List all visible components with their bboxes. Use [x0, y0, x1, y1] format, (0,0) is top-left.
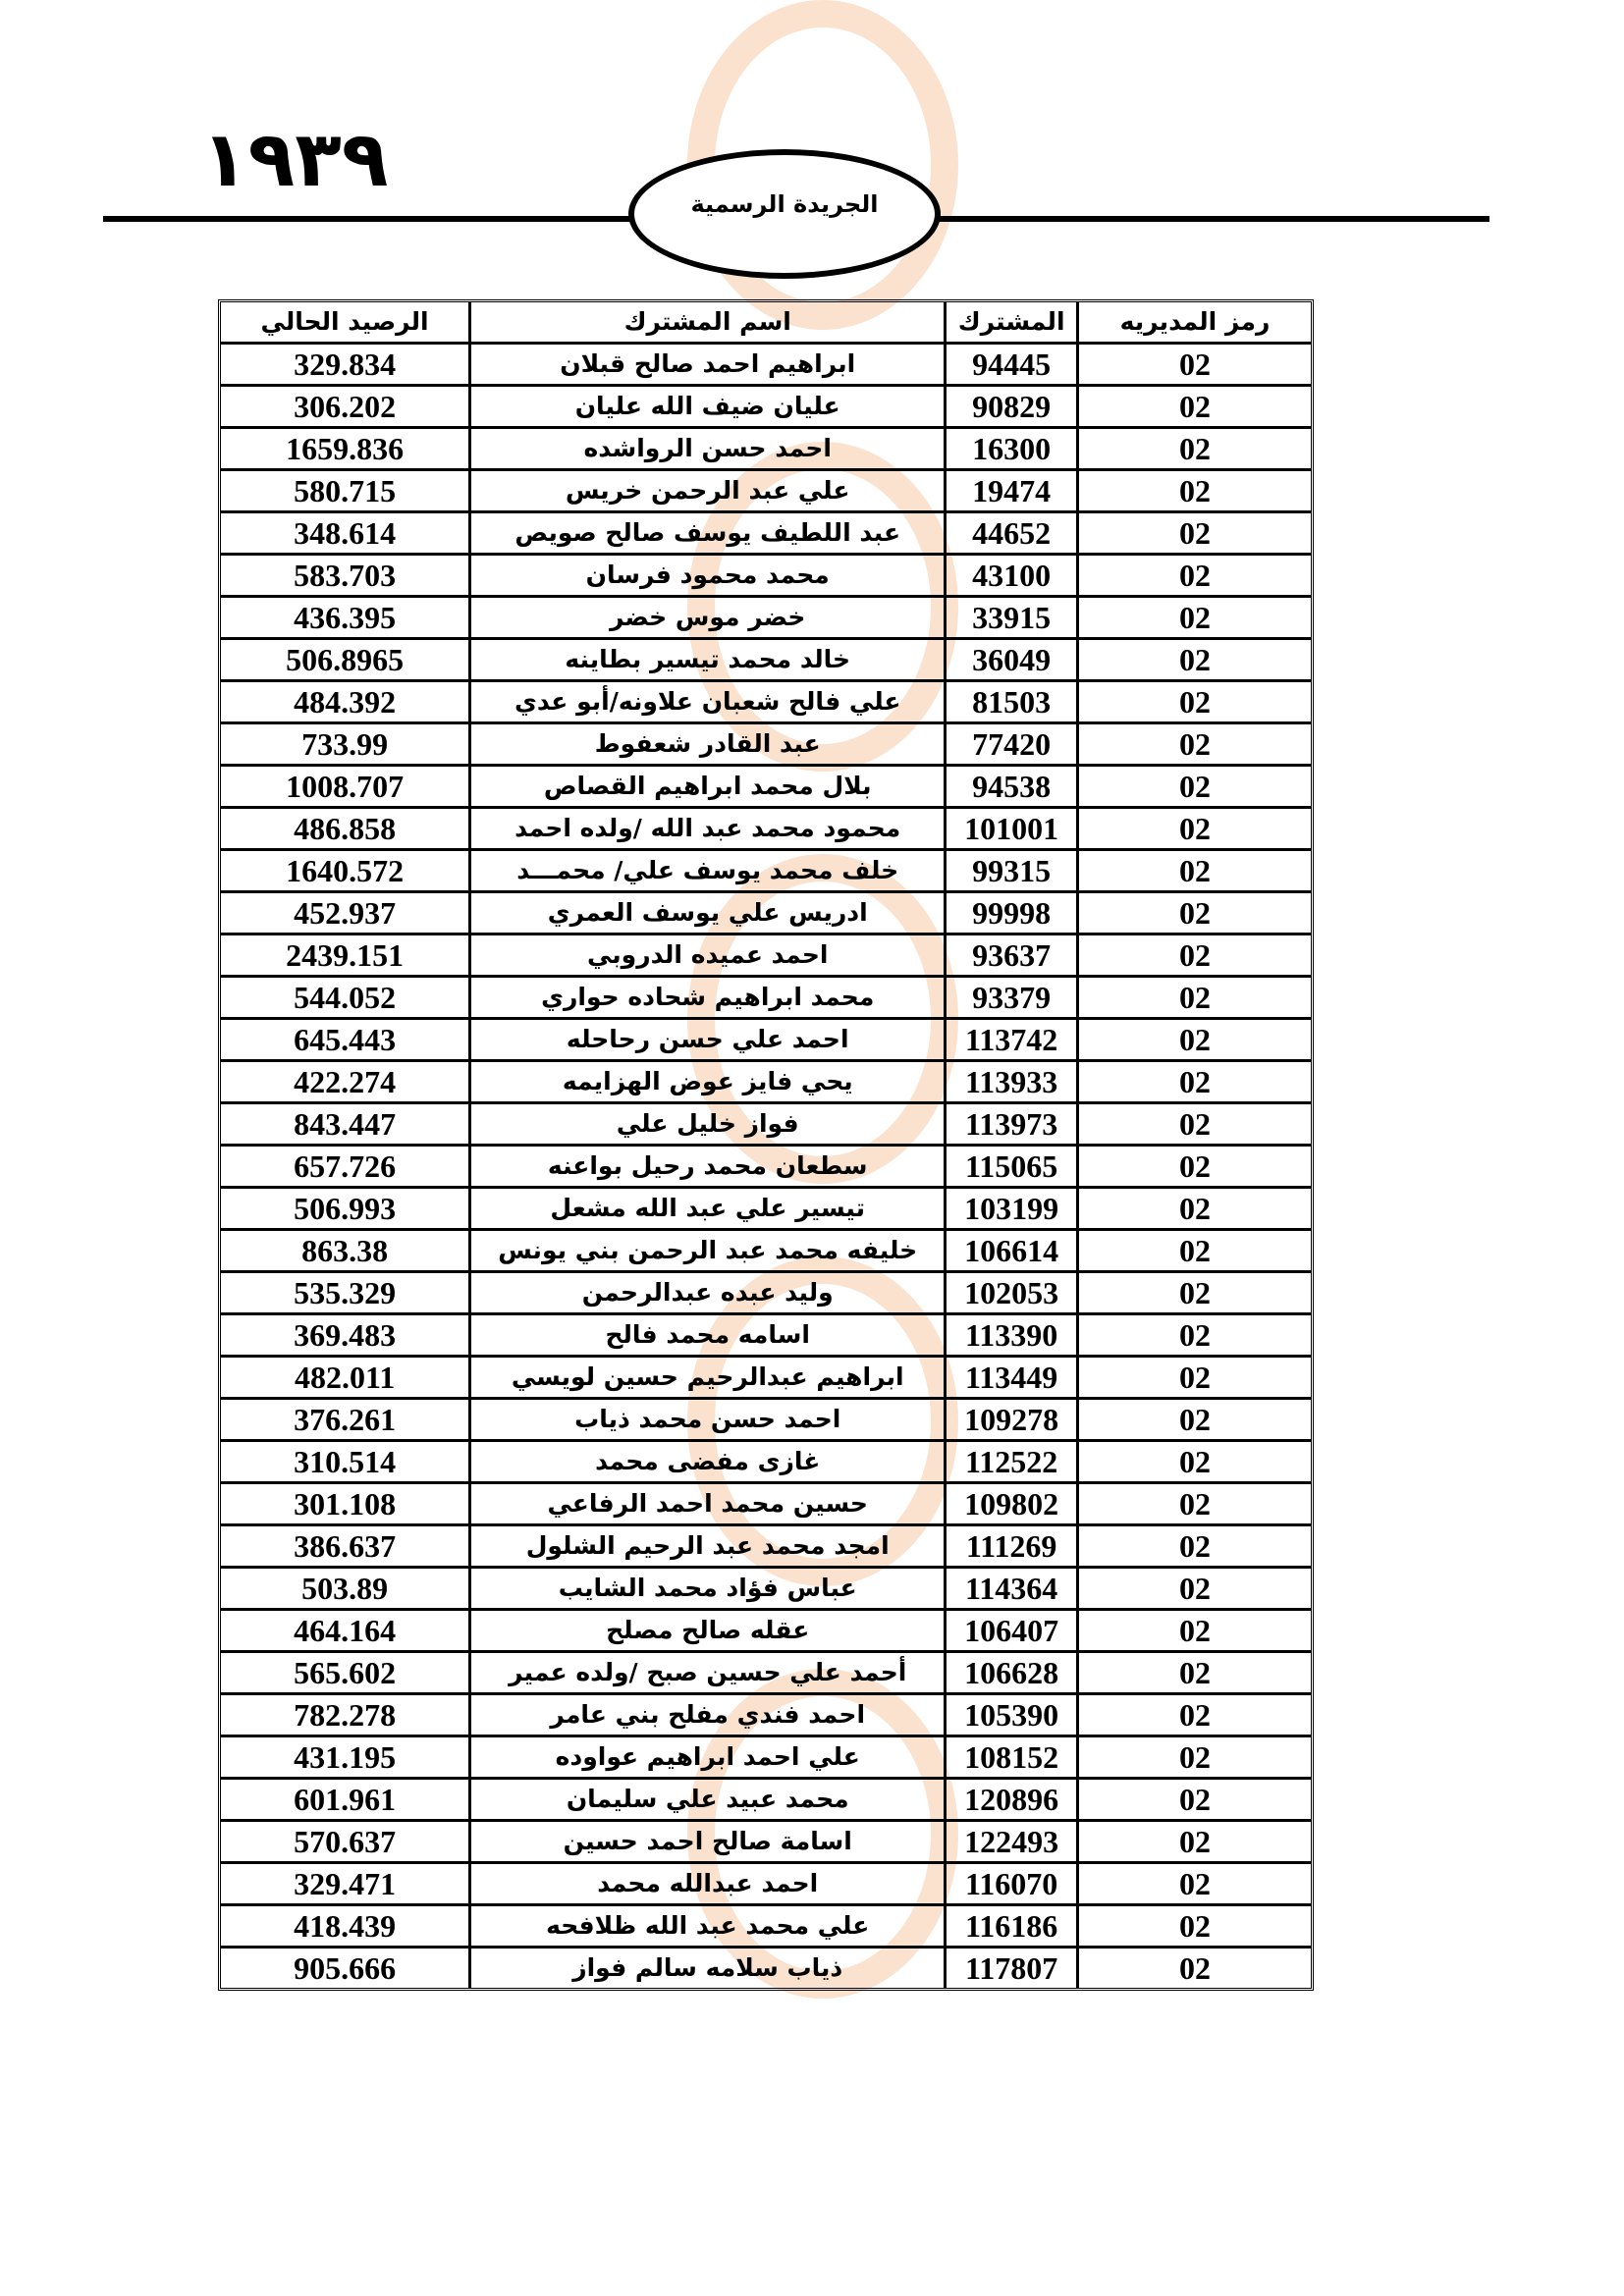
directorate-code-cell: 02 — [1076, 1442, 1311, 1484]
gazette-title-oval — [628, 149, 941, 279]
subscriber-number-cell: 108152 — [944, 1737, 1076, 1780]
subscriber-number-cell: 106407 — [944, 1611, 1076, 1653]
table-row — [221, 387, 1311, 429]
directorate-code-cell: 02 — [1076, 978, 1311, 1020]
subscriber-number-cell: 122493 — [944, 1822, 1076, 1864]
current-balance-cell: 782.278 — [221, 1695, 468, 1737]
subscriber-name-cell: اسامة صالح احمد حسين — [468, 1822, 944, 1864]
subscriber-number-cell: 109278 — [944, 1400, 1076, 1442]
current-balance-cell: 2439.151 — [221, 935, 468, 978]
page-number: ١٩٣٩ — [201, 116, 389, 204]
directorate-code-cell: 02 — [1076, 387, 1311, 429]
current-balance-cell: 301.108 — [221, 1484, 468, 1526]
table-row — [221, 513, 1311, 556]
directorate-code-cell: 02 — [1076, 345, 1311, 387]
subscriber-name-cell: ذياب سلامه سالم فواز — [468, 1949, 944, 1988]
subscriber-number-cell: 19474 — [944, 471, 1076, 513]
subscribers-table — [218, 299, 1314, 1991]
directorate-code-cell: 02 — [1076, 598, 1311, 640]
subscriber-number-cell: 99998 — [944, 893, 1076, 935]
subscriber-number-cell: 113742 — [944, 1020, 1076, 1062]
table-row — [221, 935, 1311, 978]
subscriber-number-cell: 106628 — [944, 1653, 1076, 1695]
directorate-code-cell: 02 — [1076, 640, 1311, 682]
current-balance-cell: 486.858 — [221, 809, 468, 851]
table-row — [221, 682, 1311, 724]
current-balance-cell: 464.164 — [221, 1611, 468, 1653]
current-balance-cell: 905.666 — [294, 1950, 397, 1986]
subscriber-name-cell: فواز خليل علي — [468, 1104, 944, 1147]
directorate-code-cell: 02 — [1076, 724, 1311, 767]
subscriber-number-cell: 116070 — [944, 1864, 1076, 1906]
subscriber-number-cell: 114364 — [944, 1569, 1076, 1611]
subscriber-number-cell: 102053 — [944, 1273, 1076, 1315]
current-balance-cell: 583.703 — [221, 556, 468, 598]
subscriber-name-cell: علي فالح شعبان علاونه/أبو عدي — [468, 682, 944, 724]
subscriber-name-cell: عليان ضيف الله عليان — [468, 387, 944, 429]
subscriber-name-cell: وليد عبده عبدالرحمن — [468, 1273, 944, 1315]
subscriber-name-cell: احمد عبدالله محمد — [468, 1864, 944, 1906]
directorate-code-cell: 02 — [1076, 1231, 1311, 1273]
current-balance-cell: 565.602 — [221, 1653, 468, 1695]
subscriber-name-cell: اسامه محمد فالح — [468, 1315, 944, 1358]
directorate-code-cell: 02 — [1076, 1864, 1311, 1906]
directorate-code-cell: 02 — [1076, 1104, 1311, 1147]
subscriber-number-cell: 77420 — [944, 724, 1076, 767]
subscriber-name-cell: خالد محمد تيسير بطاينه — [468, 640, 944, 682]
subscriber-number-cell: 90829 — [944, 387, 1076, 429]
directorate-code-cell: 02 — [1076, 1147, 1311, 1189]
subscriber-number-cell: 81503 — [944, 682, 1076, 724]
table-row — [221, 1400, 1311, 1442]
table-row — [221, 1864, 1311, 1906]
directorate-code-cell: 02 — [1076, 1189, 1311, 1231]
current-balance-cell: 386.637 — [221, 1526, 468, 1569]
directorate-code-cell: 02 — [1076, 471, 1311, 513]
subscriber-name-cell: محمد عبيد علي سليمان — [468, 1780, 944, 1822]
current-balance-cell: 348.614 — [221, 513, 468, 556]
directorate-code-cell: 02 — [1076, 809, 1311, 851]
subscriber-number-cell: 111269 — [944, 1526, 1076, 1569]
subscriber-number-cell: 44652 — [944, 513, 1076, 556]
current-balance-cell: 436.395 — [221, 598, 468, 640]
column-header-subscriber-name: اسم المشترك — [468, 302, 944, 345]
current-balance-cell: 369.483 — [221, 1315, 468, 1358]
subscriber-name-cell: خضر موس خضر — [468, 598, 944, 640]
current-balance-cell: 422.274 — [221, 1062, 468, 1104]
directorate-code-cell: 02 — [1076, 1062, 1311, 1104]
subscriber-number-cell: 113973 — [944, 1104, 1076, 1147]
subscriber-number-cell: 94538 — [944, 767, 1076, 809]
column-header-subscriber-number: المشترك — [944, 302, 1076, 345]
directorate-code-cell: 02 — [1076, 1569, 1311, 1611]
subscriber-name-cell: امجد محمد عبد الرحيم الشلول — [468, 1526, 944, 1569]
table-row — [221, 1611, 1311, 1653]
directorate-code-cell: 02 — [1076, 1526, 1311, 1569]
table-row — [221, 640, 1311, 682]
current-balance-cell: 601.961 — [221, 1780, 468, 1822]
table-row — [221, 1906, 1311, 1949]
subscriber-name-cell: أحمد علي حسين صبح /ولده عمير — [468, 1653, 944, 1695]
table-row — [221, 893, 1311, 935]
directorate-code-cell: 02 — [1076, 1400, 1311, 1442]
current-balance-cell: 544.052 — [221, 978, 468, 1020]
current-balance-cell: 376.261 — [221, 1400, 468, 1442]
subscriber-name-cell: احمد حسن محمد ذياب — [468, 1400, 944, 1442]
subscriber-name-cell: احمد علي حسن رحاحله — [468, 1020, 944, 1062]
subscriber-name-cell: احمد حسن الرواشده — [468, 429, 944, 471]
table-row — [221, 1315, 1311, 1358]
current-balance-cell: 418.439 — [221, 1906, 468, 1949]
table-row — [221, 1062, 1311, 1104]
subscriber-number-cell: 16300 — [944, 429, 1076, 471]
subscriber-name-cell: غازى مفضى محمد — [468, 1442, 944, 1484]
current-balance-cell: 431.195 — [221, 1737, 468, 1780]
subscriber-name-cell: احمد عميده الدروبي — [468, 935, 944, 978]
subscriber-number-cell: 117807 — [944, 1949, 1076, 1988]
directorate-code-cell: 02 — [1076, 1906, 1311, 1949]
subscriber-number-cell: 93637 — [944, 935, 1076, 978]
subscriber-name-cell: عبد القادر شعفوط — [468, 724, 944, 767]
table-row — [221, 767, 1311, 809]
current-balance-cell: 506.993 — [221, 1189, 468, 1231]
directorate-code-cell: 02 — [1076, 1695, 1311, 1737]
subscriber-number-cell: 109802 — [944, 1484, 1076, 1526]
current-balance-cell: 506.8965 — [221, 640, 468, 682]
subscriber-name-cell: احمد فندي مفلح بني عامر — [468, 1695, 944, 1737]
current-balance-cell: 843.447 — [221, 1104, 468, 1147]
subscriber-name-cell: عباس فؤاد محمد الشايب — [468, 1569, 944, 1611]
subscriber-number-cell: 113449 — [944, 1358, 1076, 1400]
subscriber-number-cell: 106614 — [944, 1231, 1076, 1273]
table-row — [221, 1358, 1311, 1400]
current-balance-cell: 329.471 — [221, 1864, 468, 1906]
table-row — [221, 1189, 1311, 1231]
subscriber-number-cell: 33915 — [944, 598, 1076, 640]
directorate-code-cell: 02 — [1076, 1273, 1311, 1315]
current-balance-cell: 657.726 — [221, 1147, 468, 1189]
subscriber-number-cell: 99315 — [944, 851, 1076, 893]
subscriber-name-cell: تيسير علي عبد الله مشعل — [468, 1189, 944, 1231]
directorate-code-cell: 02 — [1076, 556, 1311, 598]
current-balance-cell: 482.011 — [221, 1358, 468, 1400]
table-row — [221, 1442, 1311, 1484]
table-row — [221, 724, 1311, 767]
directorate-code-cell: 02 — [1076, 851, 1311, 893]
subscriber-number-cell: 101001 — [944, 809, 1076, 851]
table-row — [221, 978, 1311, 1020]
subscriber-number-cell: 105390 — [944, 1695, 1076, 1737]
subscriber-name-cell: علي عبد الرحمن خريس — [468, 471, 944, 513]
table-row — [221, 851, 1311, 893]
subscriber-number-cell: 43100 — [944, 556, 1076, 598]
table-row — [221, 1737, 1311, 1780]
table-row — [221, 598, 1311, 640]
directorate-code-cell: 02 — [1076, 429, 1311, 471]
table-row — [221, 1695, 1311, 1737]
table-row — [221, 345, 1311, 387]
subscriber-name-cell: بلال محمد ابراهيم القصاص — [468, 767, 944, 809]
subscriber-name-cell: محمد محمود فرسان — [468, 556, 944, 598]
current-balance-cell: 1659.836 — [221, 429, 468, 471]
directorate-code-cell: 02 — [1076, 682, 1311, 724]
table-row — [221, 429, 1311, 471]
subscriber-name-cell: يحي فايز عوض الهزايمه — [468, 1062, 944, 1104]
current-balance-cell: 645.443 — [221, 1020, 468, 1062]
directorate-code-cell: 02 — [1076, 1358, 1311, 1400]
gazette-title: الجريدة الرسمية — [690, 190, 879, 218]
subscriber-name-cell: ابراهيم عبدالرحيم حسين لويسي — [468, 1358, 944, 1400]
subscriber-number-cell: 120896 — [944, 1780, 1076, 1822]
column-header-current-balance: الرصيد الحالي — [221, 302, 468, 345]
table-row — [221, 1653, 1311, 1695]
subscriber-name-cell: ادريس علي يوسف العمري — [468, 893, 944, 935]
directorate-code-cell: 02 — [1076, 767, 1311, 809]
current-balance-cell: 306.202 — [221, 387, 468, 429]
subscriber-name-cell: خلف محمد يوسف علي/ محمـــد — [468, 851, 944, 893]
current-balance-cell: 535.329 — [221, 1273, 468, 1315]
table-header-row — [221, 302, 1311, 345]
subscriber-number-cell: 112522 — [944, 1442, 1076, 1484]
directorate-code-cell: 02 — [1076, 1653, 1311, 1695]
table-row — [221, 1020, 1311, 1062]
current-balance-cell: 1640.572 — [221, 851, 468, 893]
table-row — [221, 1104, 1311, 1147]
table-row — [221, 1231, 1311, 1273]
directorate-code-cell: 02 — [1076, 1822, 1311, 1864]
subscriber-name-cell: علي محمد عبد الله ظلافحه — [468, 1906, 944, 1949]
subscriber-number-cell: 113933 — [944, 1062, 1076, 1104]
table-row — [221, 1526, 1311, 1569]
subscriber-number-cell: 113390 — [944, 1315, 1076, 1358]
column-header-directorate-code: رمز المديريه — [1076, 302, 1311, 345]
current-balance-cell: 1008.707 — [221, 767, 468, 809]
subscriber-number-cell: 36049 — [944, 640, 1076, 682]
directorate-code-cell: 02 — [1076, 1780, 1311, 1822]
table-row — [221, 1147, 1311, 1189]
subscriber-name-cell: محمد ابراهيم شحاده حواري — [468, 978, 944, 1020]
current-balance-cell: 580.715 — [221, 471, 468, 513]
directorate-code-cell: 02 — [1076, 1315, 1311, 1358]
subscriber-number-cell: 93379 — [944, 978, 1076, 1020]
table-row — [221, 1780, 1311, 1822]
current-balance-cell: 484.392 — [221, 682, 468, 724]
current-balance-cell: 570.637 — [221, 1822, 468, 1864]
table-row — [221, 1822, 1311, 1864]
current-balance-cell: 452.937 — [221, 893, 468, 935]
subscriber-number-cell: 103199 — [944, 1189, 1076, 1231]
table-row — [221, 471, 1311, 513]
directorate-code-cell: 02 — [1076, 1949, 1311, 1988]
subscriber-name-cell: حسين محمد احمد الرفاعي — [468, 1484, 944, 1526]
table-row — [221, 1273, 1311, 1315]
subscriber-number-cell: 116186 — [944, 1906, 1076, 1949]
directorate-code-cell: 02 — [1076, 935, 1311, 978]
subscriber-name-cell: سطعان محمد رحيل بواعنه — [468, 1147, 944, 1189]
subscriber-name-cell: ابراهيم احمد صالح قبلان — [468, 345, 944, 387]
subscriber-name-cell: محمود محمد عبد الله /ولده احمد — [468, 809, 944, 851]
current-balance-cell: 310.514 — [221, 1442, 468, 1484]
subscriber-name-cell: عبد اللطيف يوسف صالح صويص — [468, 513, 944, 556]
current-balance-cell: 329.834 — [221, 345, 468, 387]
table-row — [221, 1569, 1311, 1611]
subscriber-name-cell: علي احمد ابراهيم عواوده — [468, 1737, 944, 1780]
subscriber-number-cell: 94445 — [944, 345, 1076, 387]
directorate-code-cell: 02 — [1076, 513, 1311, 556]
current-balance-cell: 863.38 — [221, 1231, 468, 1273]
subscriber-number-cell: 115065 — [944, 1147, 1076, 1189]
subscriber-name-cell: خليفه محمد عبد الرحمن بني يونس — [468, 1231, 944, 1273]
directorate-code-cell: 02 — [1076, 1484, 1311, 1526]
subscriber-name-cell: عقله صالح مصلح — [468, 1611, 944, 1653]
table-row — [221, 1949, 1311, 1988]
directorate-code-cell: 02 — [1076, 893, 1311, 935]
current-balance-cell: 733.99 — [221, 724, 468, 767]
table-row — [221, 1484, 1311, 1526]
directorate-code-cell: 02 — [1076, 1020, 1311, 1062]
current-balance-cell: 503.89 — [221, 1569, 468, 1611]
directorate-code-cell: 02 — [1076, 1611, 1311, 1653]
table-row — [221, 556, 1311, 598]
directorate-code-cell: 02 — [1076, 1737, 1311, 1780]
table-row — [221, 809, 1311, 851]
